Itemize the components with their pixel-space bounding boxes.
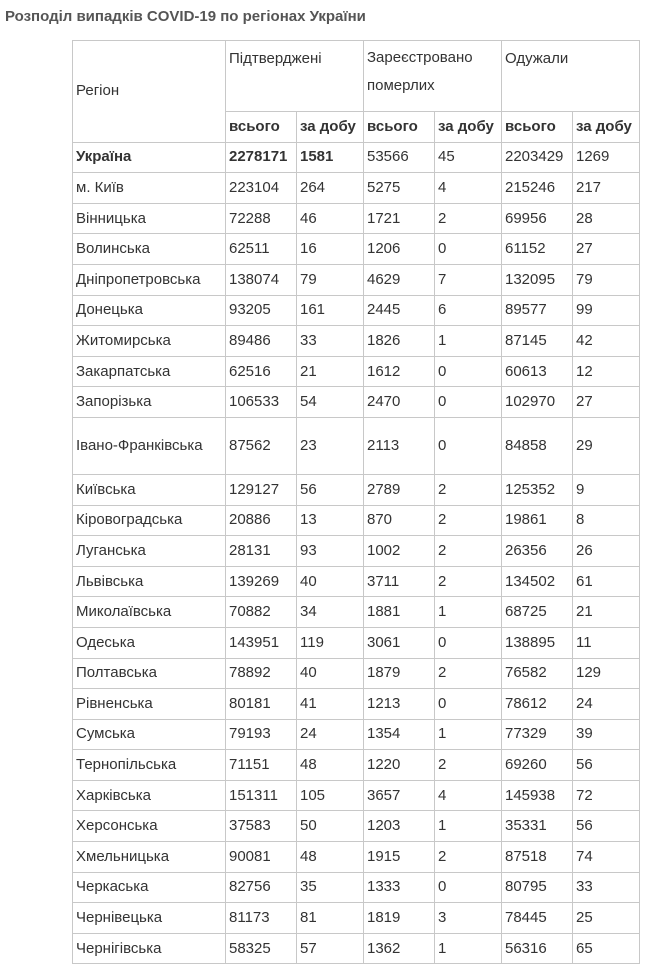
- region-name-cell: Волинська: [73, 234, 226, 265]
- table-row: [73, 203, 640, 234]
- region-name-cell: Рівненська: [73, 689, 226, 720]
- deaths-total-cell: 1879: [364, 658, 435, 689]
- deaths-daily-cell: 1: [435, 326, 502, 357]
- confirmed-daily-cell: 46: [297, 203, 364, 234]
- confirmed-total-cell: 78892: [226, 658, 297, 689]
- recovered-total-cell: 138895: [502, 627, 573, 658]
- table-row: [73, 356, 640, 387]
- recovered-daily-cell: 1269: [573, 142, 640, 173]
- recovered-daily-cell: 25: [573, 903, 640, 934]
- recovered-daily-cell: 217: [573, 173, 640, 204]
- table-row: [73, 903, 640, 934]
- table-row: [73, 264, 640, 295]
- deaths-daily-cell: 0: [435, 387, 502, 418]
- deaths-daily-cell: 2: [435, 505, 502, 536]
- confirmed-daily-cell: 161: [297, 295, 364, 326]
- table-row: [73, 780, 640, 811]
- confirmed-daily-cell: 24: [297, 719, 364, 750]
- deaths-total-cell: 1826: [364, 326, 435, 357]
- deaths-total-cell: 1203: [364, 811, 435, 842]
- table-row: [73, 811, 640, 842]
- recovered-daily-cell: 28: [573, 203, 640, 234]
- deaths-daily-cell: 0: [435, 689, 502, 720]
- confirmed-daily-cell: 33: [297, 326, 364, 357]
- recovered-daily-cell: 21: [573, 597, 640, 628]
- confirmed-daily-cell: 93: [297, 536, 364, 567]
- region-name-cell: Закарпатська: [73, 356, 226, 387]
- table-body: [73, 142, 640, 964]
- recovered-total-cell: 69260: [502, 750, 573, 781]
- deaths-daily-cell: 45: [435, 142, 502, 173]
- recovered-total-cell: 78612: [502, 689, 573, 720]
- confirmed-total-cell: 129127: [226, 474, 297, 505]
- recovered-total-cell: 87518: [502, 842, 573, 873]
- recovered-daily-cell: 99: [573, 295, 640, 326]
- region-name-cell: Миколаївська: [73, 597, 226, 628]
- recovered-total-cell: 2203429: [502, 142, 573, 173]
- table-row: [73, 142, 640, 173]
- column-header-recovered: Одужали: [502, 41, 640, 112]
- table-row: [73, 842, 640, 873]
- recovered-total-cell: 132095: [502, 264, 573, 295]
- recovered-total-cell: 134502: [502, 566, 573, 597]
- confirmed-daily-cell: 48: [297, 750, 364, 781]
- recovered-total-cell: 68725: [502, 597, 573, 628]
- recovered-total-cell: 26356: [502, 536, 573, 567]
- deaths-total-cell: 1213: [364, 689, 435, 720]
- deaths-daily-cell: 1: [435, 719, 502, 750]
- confirmed-daily-cell: 35: [297, 872, 364, 903]
- recovered-daily-cell: 61: [573, 566, 640, 597]
- confirmed-daily-cell: 13: [297, 505, 364, 536]
- confirmed-total-cell: 20886: [226, 505, 297, 536]
- region-name-cell: Івано-Франківська: [73, 417, 226, 474]
- confirmed-total-cell: 37583: [226, 811, 297, 842]
- confirmed-daily-cell: 81: [297, 903, 364, 934]
- region-name-cell: Житомирська: [73, 326, 226, 357]
- deaths-daily-cell: 2: [435, 203, 502, 234]
- deaths-total-cell: 1220: [364, 750, 435, 781]
- table-row: [73, 295, 640, 326]
- recovered-total-cell: 89577: [502, 295, 573, 326]
- deaths-daily-cell: 2: [435, 658, 502, 689]
- recovered-daily-cell: 42: [573, 326, 640, 357]
- region-name-cell: Вінницька: [73, 203, 226, 234]
- table-row: [73, 173, 640, 204]
- region-name-cell: Хмельницька: [73, 842, 226, 873]
- confirmed-daily-cell: 57: [297, 933, 364, 964]
- table-row: [73, 597, 640, 628]
- recovered-total-cell: 102970: [502, 387, 573, 418]
- confirmed-total-cell: 138074: [226, 264, 297, 295]
- region-name-cell: Луганська: [73, 536, 226, 567]
- subheader-deaths-daily: за добу: [435, 112, 502, 143]
- column-header-region: Регіон: [73, 41, 226, 143]
- confirmed-daily-cell: 41: [297, 689, 364, 720]
- table-row: [73, 689, 640, 720]
- recovered-daily-cell: 74: [573, 842, 640, 873]
- deaths-daily-cell: 1: [435, 597, 502, 628]
- confirmed-total-cell: 80181: [226, 689, 297, 720]
- region-name-cell: Дніпропетровська: [73, 264, 226, 295]
- recovered-daily-cell: 79: [573, 264, 640, 295]
- recovered-daily-cell: 39: [573, 719, 640, 750]
- recovered-total-cell: 77329: [502, 719, 573, 750]
- region-name-cell: Сумська: [73, 719, 226, 750]
- table-row: [73, 719, 640, 750]
- recovered-total-cell: 87145: [502, 326, 573, 357]
- deaths-daily-cell: 2: [435, 842, 502, 873]
- recovered-total-cell: 78445: [502, 903, 573, 934]
- table-row: [73, 536, 640, 567]
- region-name-cell: м. Київ: [73, 173, 226, 204]
- deaths-total-cell: 53566: [364, 142, 435, 173]
- region-name-cell: Україна: [73, 142, 226, 173]
- confirmed-total-cell: 106533: [226, 387, 297, 418]
- deaths-total-cell: 5275: [364, 173, 435, 204]
- recovered-total-cell: 84858: [502, 417, 573, 474]
- confirmed-total-cell: 71151: [226, 750, 297, 781]
- deaths-daily-cell: 0: [435, 356, 502, 387]
- recovered-daily-cell: 56: [573, 750, 640, 781]
- recovered-total-cell: 215246: [502, 173, 573, 204]
- recovered-total-cell: 76582: [502, 658, 573, 689]
- table-row: [73, 505, 640, 536]
- recovered-daily-cell: 56: [573, 811, 640, 842]
- recovered-total-cell: 19861: [502, 505, 573, 536]
- recovered-total-cell: 61152: [502, 234, 573, 265]
- confirmed-total-cell: 82756: [226, 872, 297, 903]
- deaths-total-cell: 1333: [364, 872, 435, 903]
- deaths-total-cell: 3657: [364, 780, 435, 811]
- region-name-cell: Харківська: [73, 780, 226, 811]
- table-row: [73, 387, 640, 418]
- recovered-daily-cell: 27: [573, 387, 640, 418]
- subheader-recovered-daily: за добу: [573, 112, 640, 143]
- confirmed-daily-cell: 23: [297, 417, 364, 474]
- confirmed-daily-cell: 50: [297, 811, 364, 842]
- region-name-cell: Кіровоградська: [73, 505, 226, 536]
- confirmed-daily-cell: 56: [297, 474, 364, 505]
- confirmed-total-cell: 70882: [226, 597, 297, 628]
- confirmed-total-cell: 58325: [226, 933, 297, 964]
- region-name-cell: Чернігівська: [73, 933, 226, 964]
- deaths-daily-cell: 2: [435, 474, 502, 505]
- subheader-deaths-total: всього: [364, 112, 435, 143]
- deaths-daily-cell: 1: [435, 933, 502, 964]
- deaths-total-cell: 2470: [364, 387, 435, 418]
- deaths-total-cell: 4629: [364, 264, 435, 295]
- deaths-daily-cell: 7: [435, 264, 502, 295]
- table-header-row: [73, 41, 640, 112]
- recovered-daily-cell: 29: [573, 417, 640, 474]
- region-name-cell: Запорізька: [73, 387, 226, 418]
- column-header-deaths: Зареєстровано померлих: [364, 41, 502, 112]
- deaths-total-cell: 1362: [364, 933, 435, 964]
- recovered-daily-cell: 129: [573, 658, 640, 689]
- table-row: [73, 417, 640, 474]
- confirmed-daily-cell: 79: [297, 264, 364, 295]
- confirmed-total-cell: 143951: [226, 627, 297, 658]
- confirmed-total-cell: 62516: [226, 356, 297, 387]
- region-name-cell: Донецька: [73, 295, 226, 326]
- region-name-cell: Чернівецька: [73, 903, 226, 934]
- covid-regions-table: [72, 40, 640, 964]
- recovered-daily-cell: 8: [573, 505, 640, 536]
- confirmed-daily-cell: 105: [297, 780, 364, 811]
- recovered-daily-cell: 24: [573, 689, 640, 720]
- deaths-total-cell: 1206: [364, 234, 435, 265]
- recovered-total-cell: 56316: [502, 933, 573, 964]
- subheader-confirmed-total: всього: [226, 112, 297, 143]
- confirmed-total-cell: 2278171: [226, 142, 297, 173]
- table-row: [73, 234, 640, 265]
- deaths-daily-cell: 4: [435, 780, 502, 811]
- recovered-total-cell: 145938: [502, 780, 573, 811]
- region-name-cell: Черкаська: [73, 872, 226, 903]
- recovered-total-cell: 125352: [502, 474, 573, 505]
- recovered-daily-cell: 26: [573, 536, 640, 567]
- deaths-daily-cell: 0: [435, 627, 502, 658]
- deaths-total-cell: 1002: [364, 536, 435, 567]
- region-name-cell: Тернопільська: [73, 750, 226, 781]
- confirmed-total-cell: 79193: [226, 719, 297, 750]
- confirmed-daily-cell: 16: [297, 234, 364, 265]
- confirmed-total-cell: 81173: [226, 903, 297, 934]
- column-header-confirmed: Підтверджені: [226, 41, 364, 112]
- confirmed-total-cell: 139269: [226, 566, 297, 597]
- deaths-daily-cell: 1: [435, 811, 502, 842]
- recovered-daily-cell: 12: [573, 356, 640, 387]
- confirmed-total-cell: 28131: [226, 536, 297, 567]
- recovered-total-cell: 69956: [502, 203, 573, 234]
- page-title: Розподіл випадків COVID-19 по регіонах України: [5, 8, 366, 25]
- deaths-daily-cell: 0: [435, 872, 502, 903]
- recovered-daily-cell: 65: [573, 933, 640, 964]
- deaths-total-cell: 3061: [364, 627, 435, 658]
- deaths-total-cell: 1354: [364, 719, 435, 750]
- region-name-cell: Одеська: [73, 627, 226, 658]
- deaths-total-cell: 2113: [364, 417, 435, 474]
- recovered-total-cell: 35331: [502, 811, 573, 842]
- recovered-total-cell: 60613: [502, 356, 573, 387]
- confirmed-daily-cell: 1581: [297, 142, 364, 173]
- deaths-total-cell: 1915: [364, 842, 435, 873]
- deaths-total-cell: 870: [364, 505, 435, 536]
- deaths-total-cell: 1612: [364, 356, 435, 387]
- region-name-cell: Полтавська: [73, 658, 226, 689]
- recovered-total-cell: 80795: [502, 872, 573, 903]
- recovered-daily-cell: 27: [573, 234, 640, 265]
- deaths-daily-cell: 2: [435, 536, 502, 567]
- table-row: [73, 750, 640, 781]
- recovered-daily-cell: 33: [573, 872, 640, 903]
- deaths-daily-cell: 0: [435, 234, 502, 265]
- table-row: [73, 933, 640, 964]
- region-name-cell: Херсонська: [73, 811, 226, 842]
- confirmed-daily-cell: 34: [297, 597, 364, 628]
- confirmed-daily-cell: 21: [297, 356, 364, 387]
- confirmed-total-cell: 89486: [226, 326, 297, 357]
- confirmed-daily-cell: 40: [297, 566, 364, 597]
- deaths-daily-cell: 0: [435, 417, 502, 474]
- subheader-recovered-total: всього: [502, 112, 573, 143]
- deaths-total-cell: 1881: [364, 597, 435, 628]
- confirmed-daily-cell: 119: [297, 627, 364, 658]
- confirmed-total-cell: 90081: [226, 842, 297, 873]
- deaths-total-cell: 1721: [364, 203, 435, 234]
- confirmed-total-cell: 93205: [226, 295, 297, 326]
- table-row: [73, 326, 640, 357]
- deaths-daily-cell: 3: [435, 903, 502, 934]
- recovered-daily-cell: 72: [573, 780, 640, 811]
- confirmed-daily-cell: 54: [297, 387, 364, 418]
- region-name-cell: Київська: [73, 474, 226, 505]
- confirmed-total-cell: 72288: [226, 203, 297, 234]
- subheader-confirmed-daily: за добу: [297, 112, 364, 143]
- deaths-daily-cell: 6: [435, 295, 502, 326]
- deaths-total-cell: 2445: [364, 295, 435, 326]
- confirmed-daily-cell: 40: [297, 658, 364, 689]
- confirmed-total-cell: 62511: [226, 234, 297, 265]
- table-row: [73, 627, 640, 658]
- table-row: [73, 474, 640, 505]
- deaths-total-cell: 2789: [364, 474, 435, 505]
- recovered-daily-cell: 9: [573, 474, 640, 505]
- deaths-daily-cell: 4: [435, 173, 502, 204]
- confirmed-daily-cell: 264: [297, 173, 364, 204]
- confirmed-total-cell: 87562: [226, 417, 297, 474]
- confirmed-total-cell: 223104: [226, 173, 297, 204]
- deaths-total-cell: 1819: [364, 903, 435, 934]
- table-row: [73, 872, 640, 903]
- region-name-cell: Львівська: [73, 566, 226, 597]
- table-row: [73, 658, 640, 689]
- deaths-daily-cell: 2: [435, 566, 502, 597]
- table-row: [73, 566, 640, 597]
- deaths-daily-cell: 2: [435, 750, 502, 781]
- deaths-total-cell: 3711: [364, 566, 435, 597]
- confirmed-daily-cell: 48: [297, 842, 364, 873]
- confirmed-total-cell: 151311: [226, 780, 297, 811]
- recovered-daily-cell: 11: [573, 627, 640, 658]
